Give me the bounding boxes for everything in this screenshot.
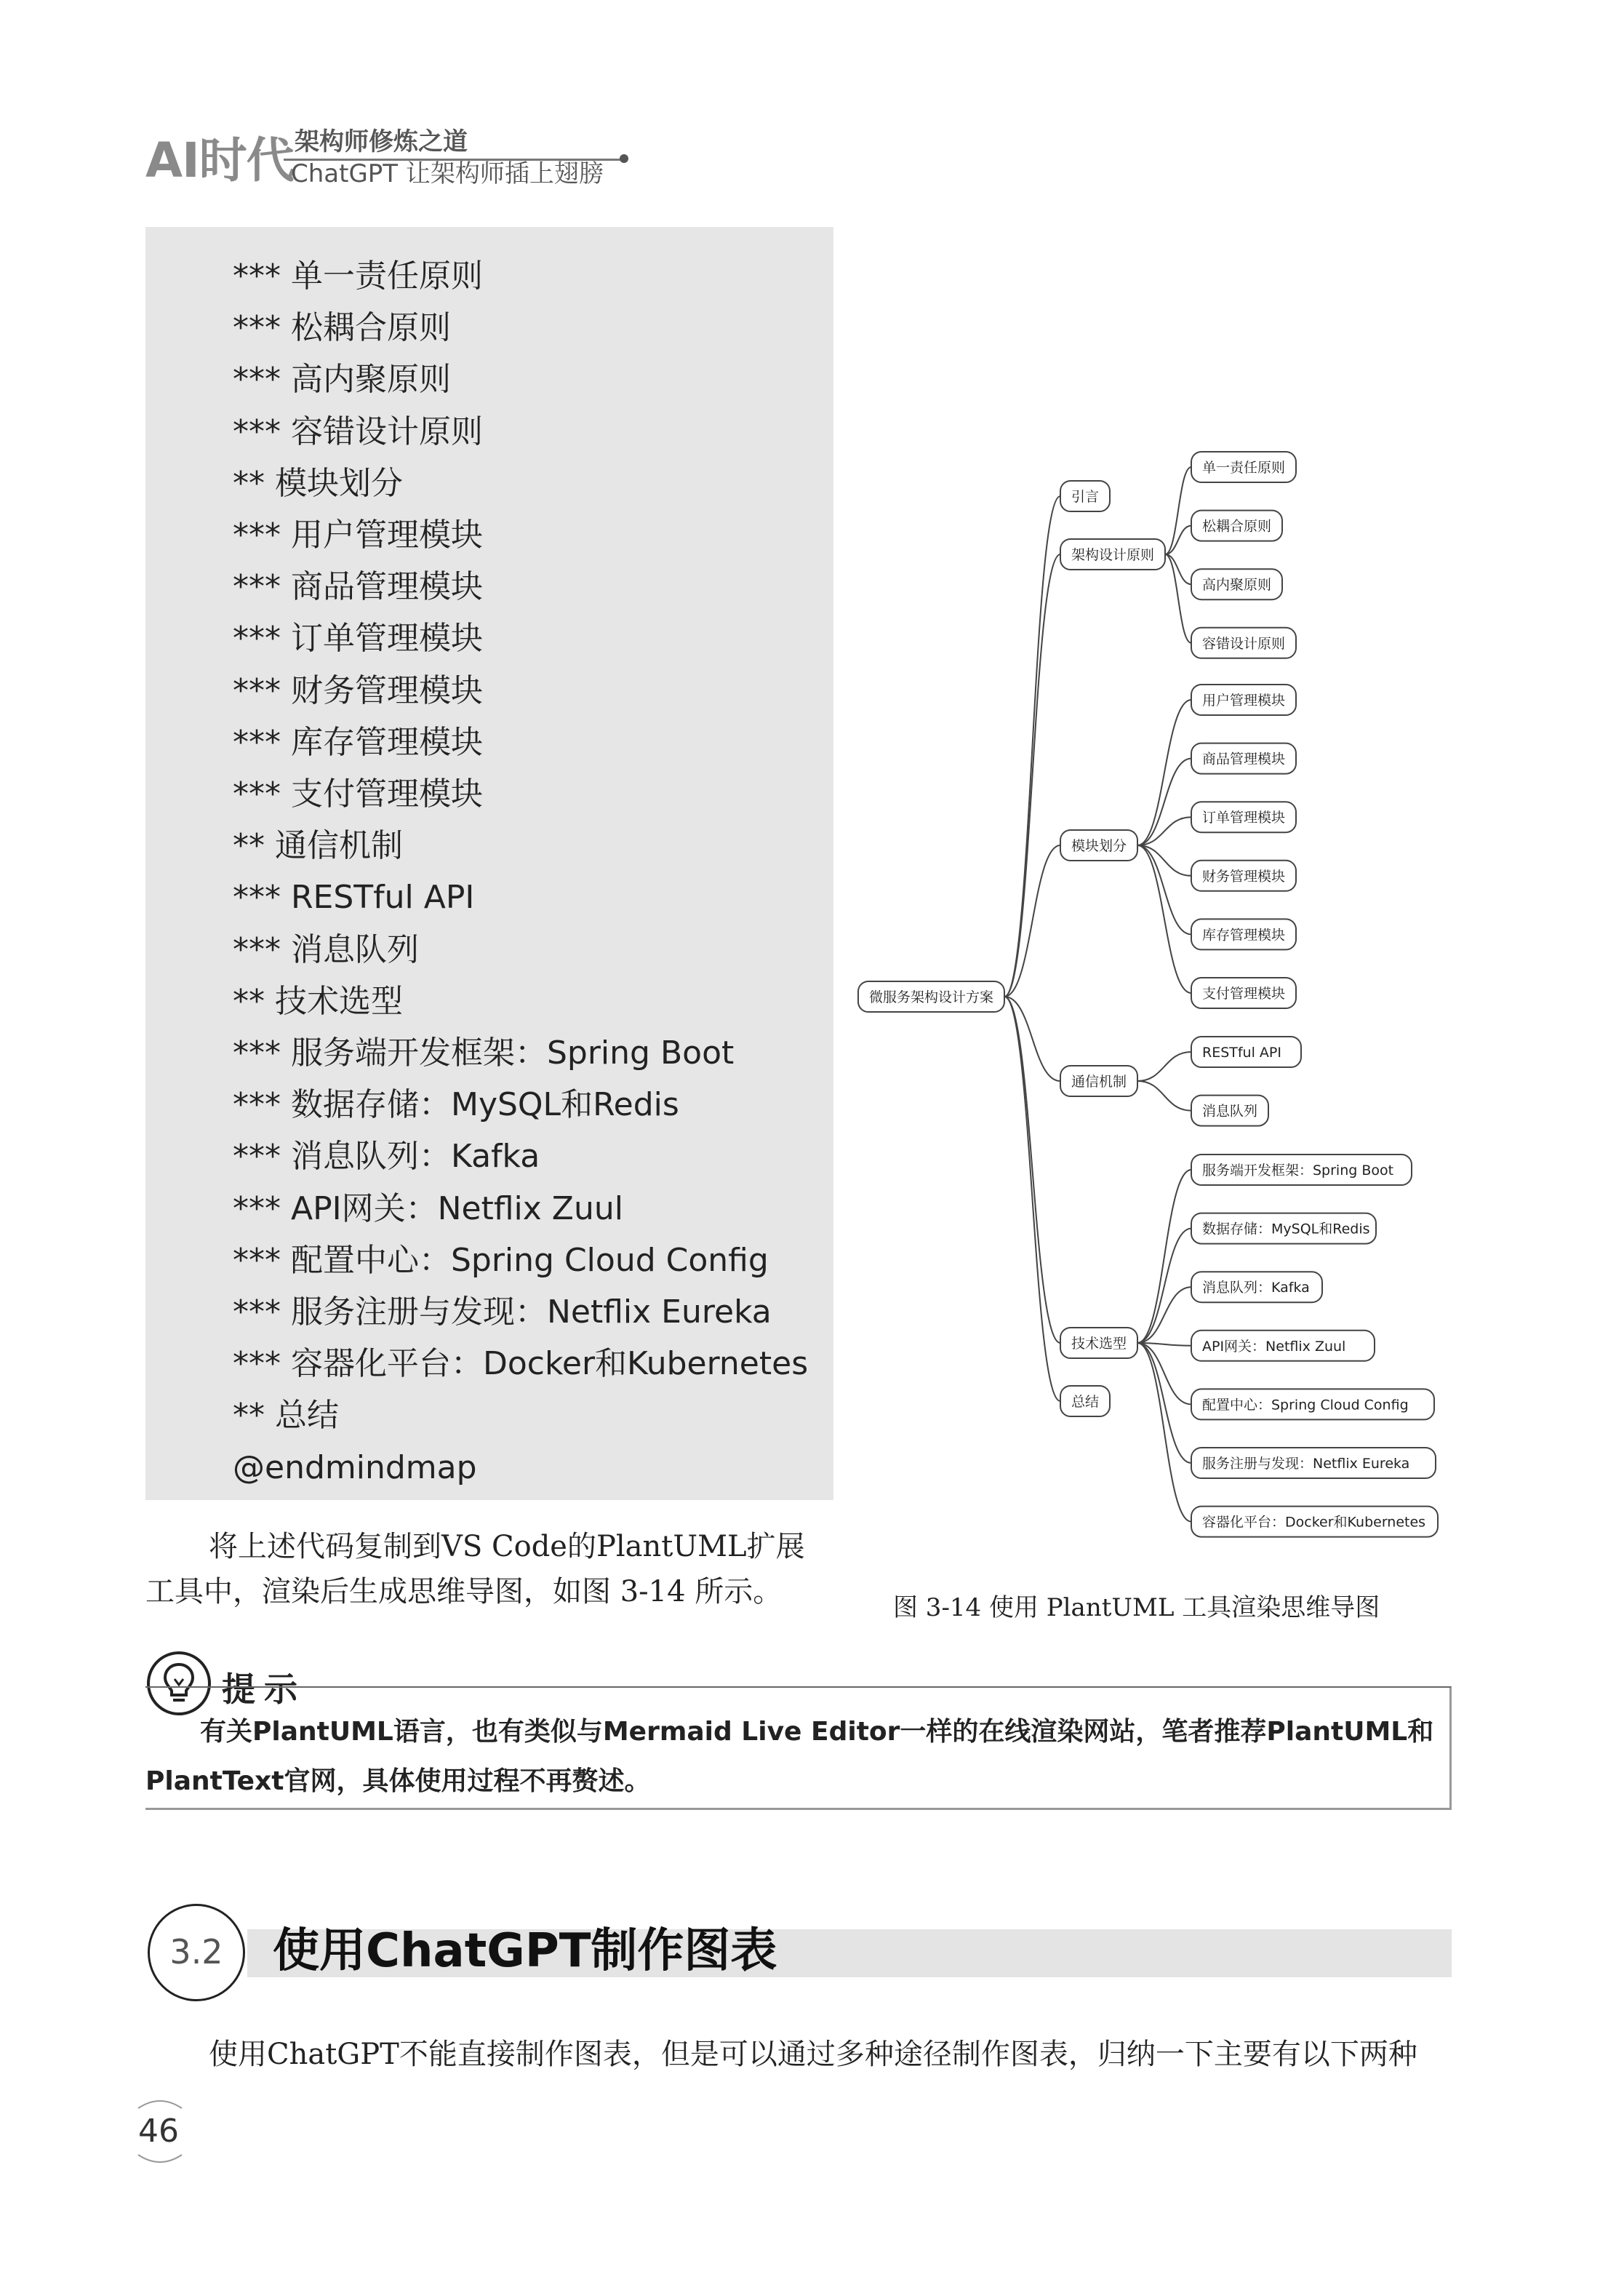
mindmap-edge <box>1004 845 1060 997</box>
page-number: 46 <box>138 2113 179 2150</box>
mindmap-leaf: 数据存储：MySQL和Redis <box>1202 1221 1370 1237</box>
paragraph-line-2: 工具中，渲染后生成思维导图，如图 3-14 所示。 <box>145 1575 783 1608</box>
code-line: *** 松耦合原则 <box>233 309 451 347</box>
mindmap-leaf: 订单管理模块 <box>1202 810 1286 826</box>
mindmap-leaf: RESTful API <box>1202 1045 1281 1061</box>
code-line: @endmindmap <box>233 1448 477 1486</box>
mindmap-leaf: 单一责任原则 <box>1202 460 1286 476</box>
code-line: *** RESTful API <box>233 879 475 917</box>
mindmap-edge <box>1137 700 1191 845</box>
mindmap-edge <box>1137 1081 1191 1111</box>
mindmap-leaf: 高内聚原则 <box>1202 577 1272 594</box>
figure-caption: 图 3-14 使用 PlantUML 工具渲染思维导图 <box>893 1593 1380 1622</box>
header-dot <box>620 154 628 163</box>
mindmap-leaf: 消息队列 <box>1202 1103 1258 1120</box>
tip-text-line-1: 有关PlantUML语言，也有类似与Mermaid Live Editor一样的在线渲染网站，笔者推荐PlantUML和 <box>200 1717 1434 1747</box>
code-line: *** 服务端开发框架：Spring Boot <box>233 1034 735 1072</box>
tip-text-line-2: PlantText官网，具体使用过程不再赘述。 <box>145 1766 651 1796</box>
code-line: ** 总结 <box>233 1397 339 1435</box>
mindmap-edge <box>1004 997 1060 1401</box>
code-line: *** 服务注册与发现：Netflix Eureka <box>233 1293 772 1331</box>
code-line: *** 数据存储：MySQL和Redis <box>233 1086 679 1124</box>
code-line: *** 商品管理模块 <box>233 568 483 606</box>
mindmap-branch: 模块划分 <box>1071 838 1127 854</box>
mindmap-branch: 架构设计原则 <box>1071 547 1155 563</box>
mindmap-leaf: 消息队列：Kafka <box>1202 1280 1310 1296</box>
code-line: ** 通信机制 <box>233 827 403 865</box>
tip-title: 提示 <box>222 1670 306 1709</box>
book-subtitle: ChatGPT 让架构师插上翅膀 <box>291 159 604 188</box>
mindmap-leaf: 容器化平台：Docker和Kubernetes <box>1202 1514 1426 1531</box>
paragraph-line-1: 将上述代码复制到VS Code的PlantUML扩展 <box>209 1530 805 1563</box>
code-block <box>145 227 833 1500</box>
mindmap-leaf: 服务注册与发现：Netflix Eureka <box>1202 1456 1410 1472</box>
code-line: ** 技术选型 <box>233 982 403 1020</box>
mindmap-leaf: 服务端开发框架：Spring Boot <box>1202 1163 1394 1179</box>
mindmap-edge <box>1137 1343 1191 1522</box>
tip-rule <box>331 1686 1451 1688</box>
mindmap-leaf: 容错设计原则 <box>1202 635 1286 652</box>
mindmap-edge <box>1137 1052 1191 1081</box>
mindmap-leaf: 松耦合原则 <box>1202 518 1272 535</box>
code-line: *** 消息队列 <box>233 930 419 968</box>
code-line: *** 支付管理模块 <box>233 775 483 813</box>
code-line: *** 库存管理模块 <box>233 723 483 761</box>
mindmap-branch: 引言 <box>1071 489 1100 505</box>
mindmap-edge <box>1137 1229 1191 1343</box>
mindmap-leaf: 财务管理模块 <box>1202 868 1286 885</box>
mindmap-branch: 通信机制 <box>1071 1074 1127 1090</box>
mindmap-branch: 技术选型 <box>1071 1336 1127 1352</box>
mindmap-edge <box>1137 1170 1191 1343</box>
code-line: *** 配置中心：Spring Cloud Config <box>233 1241 769 1279</box>
body-paragraph: 使用ChatGPT不能直接制作图表，但是可以通过多种途径制作图表，归纳一下主要有以下两种 <box>209 2038 1417 2071</box>
mindmap-leaf: 支付管理模块 <box>1202 986 1286 1002</box>
mindmap-edge <box>1004 554 1060 997</box>
mindmap-leaf: 用户管理模块 <box>1202 693 1286 709</box>
book-title: 架构师修炼之道 <box>295 127 468 156</box>
mindmap-edge <box>1137 1287 1191 1343</box>
code-line: *** 用户管理模块 <box>233 517 483 554</box>
code-line: *** 单一责任原则 <box>233 258 483 295</box>
mindmap-edge <box>1137 1343 1191 1404</box>
mindmap-root: 微服务架构设计方案 <box>869 989 994 1005</box>
mindmap-figure <box>851 436 1455 1557</box>
mindmap-leaf: 配置中心：Spring Cloud Config <box>1202 1397 1409 1413</box>
mindmap-leaf: 库存管理模块 <box>1202 927 1286 944</box>
page-number-arc <box>131 2095 189 2168</box>
section-title: 使用ChatGPT制作图表 <box>273 1924 777 1978</box>
book-brand: AI时代 <box>145 132 294 188</box>
code-line: *** API网关：Netflix Zuul <box>233 1189 623 1227</box>
code-line: *** 订单管理模块 <box>233 620 483 658</box>
mindmap-leaf: API网关：Netflix Zuul <box>1202 1338 1346 1355</box>
mindmap-leaf: 商品管理模块 <box>1202 751 1286 767</box>
mindmap-edge <box>1137 845 1191 993</box>
code-line: *** 容错设计原则 <box>233 412 483 450</box>
code-line: *** 消息队列：Kafka <box>233 1138 540 1176</box>
code-line: *** 财务管理模块 <box>233 671 483 709</box>
mindmap-branch: 总结 <box>1071 1394 1100 1410</box>
code-line: *** 容器化平台：Docker和Kubernetes <box>233 1345 809 1383</box>
code-line: ** 模块划分 <box>233 464 403 502</box>
code-line: *** 高内聚原则 <box>233 361 451 399</box>
section-number: 3.2 <box>169 1932 223 1971</box>
mindmap-edge <box>1004 997 1060 1343</box>
